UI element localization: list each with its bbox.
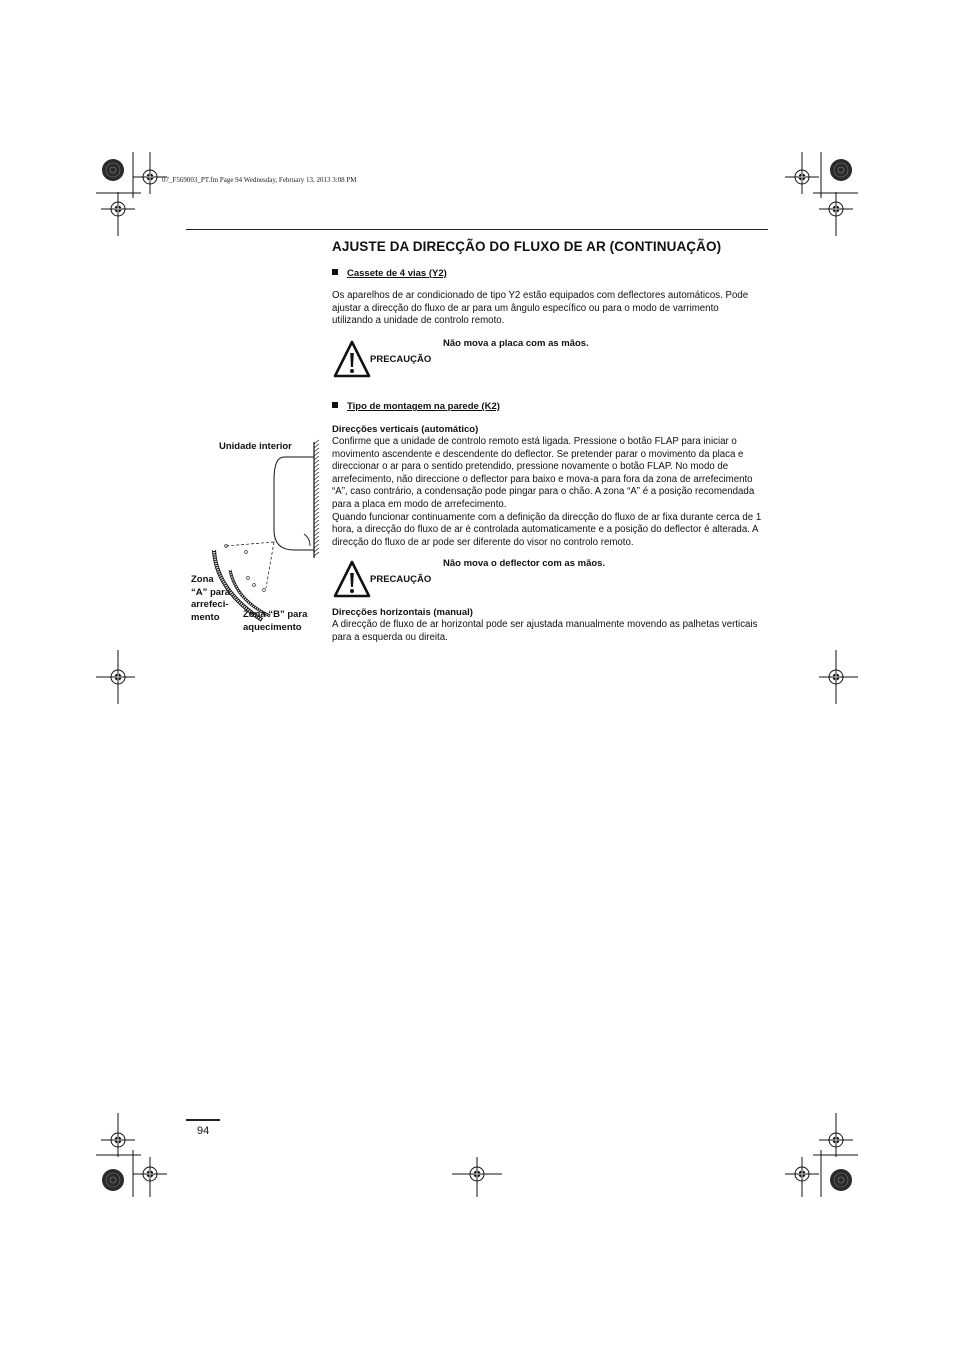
vertical-body-paragraph-1: Confirme que a unidade de controlo remoto está ligada. Pressione o botão FLAP para iniciar o movimento ascendente e descendente do deflector. Se pretender parar o movimento da placa e direccionar o ar para o sentido pretendido, pressione novamente o botão FLAP. No modo de arrefecimento, não direccione o deflector para baixo e mova-a para fora da zona de arrefecimento “A”, caso contrário, a condensação pode pingar para o chão. A zona “A” é a posição recomendada para a placa em modo de arrefecimento.	[332, 436, 755, 510]
caution-text: Não mova o deflector com as mãos.	[443, 558, 606, 569]
wall-hatching	[314, 440, 319, 556]
cassette-body: Os aparelhos de ar condicionado de tipo Y2 estão equipados com deflectores automáticos. Pode ajustar a direcção do fluxo de ar para um ângulo específico ou para o modo de varrimento utilizando a unidade de controlo remoto.	[332, 290, 749, 327]
section-title: AJUSTE DA DIRECÇÃO DO FLUXO DE AR (CONTINUAÇÃO)	[332, 239, 722, 254]
bullet-square	[332, 269, 338, 275]
indoor-unit-outline	[274, 457, 314, 550]
footer-rule	[186, 1119, 220, 1121]
label-zone-b: Zona “B” para aquecimento	[243, 609, 308, 633]
label-zone-a: Zona “A” para arrefeci- mento	[191, 574, 231, 623]
page-number: 94	[197, 1125, 210, 1137]
cassette-heading: Cassete de 4 vias (Y2)	[332, 268, 447, 279]
vertical-body-paragraph-2: Quando funcionar continuamente com a definição da direcção do fluxo de ar fixa durante cerca de 1 hora, a direcção do fluxo de ar é controlada automaticamente e a posição do deflector é alterada. A direcção do fluxo de ar pode ser diferente do visor no controlo remoto.	[332, 511, 762, 548]
caution-label: PRECAUÇÃO	[370, 574, 432, 585]
vertical-directions-title: Direcções verticais (automático)	[332, 424, 479, 435]
warning-triangle-icon	[333, 340, 371, 378]
label-indoor-unit: Unidade interior	[219, 441, 292, 452]
file-info: 07_F569003_PT.fm Page 94 Wednesday, February 13, 2013 3:08 PM	[162, 176, 357, 184]
caution-text: Não mova a placa com as mãos.	[443, 338, 589, 349]
wall-mount-heading: Tipo de montagem na parede (K2)	[332, 401, 500, 412]
vertical-directions-body	[332, 436, 762, 549]
warning-triangle-icon	[333, 560, 371, 598]
unit-flap	[304, 534, 310, 546]
horizontal-directions-body: A direcção de fluxo de ar horizontal pode ser ajustada manualmente movendo as palhetas verticais para a esquerda ou direita.	[332, 619, 758, 643]
horizontal-directions-title: Direcções horizontais (manual)	[332, 607, 473, 618]
bullet-square	[332, 402, 338, 408]
caution-label: PRECAUÇÃO	[370, 354, 432, 365]
header-rule	[186, 229, 768, 230]
